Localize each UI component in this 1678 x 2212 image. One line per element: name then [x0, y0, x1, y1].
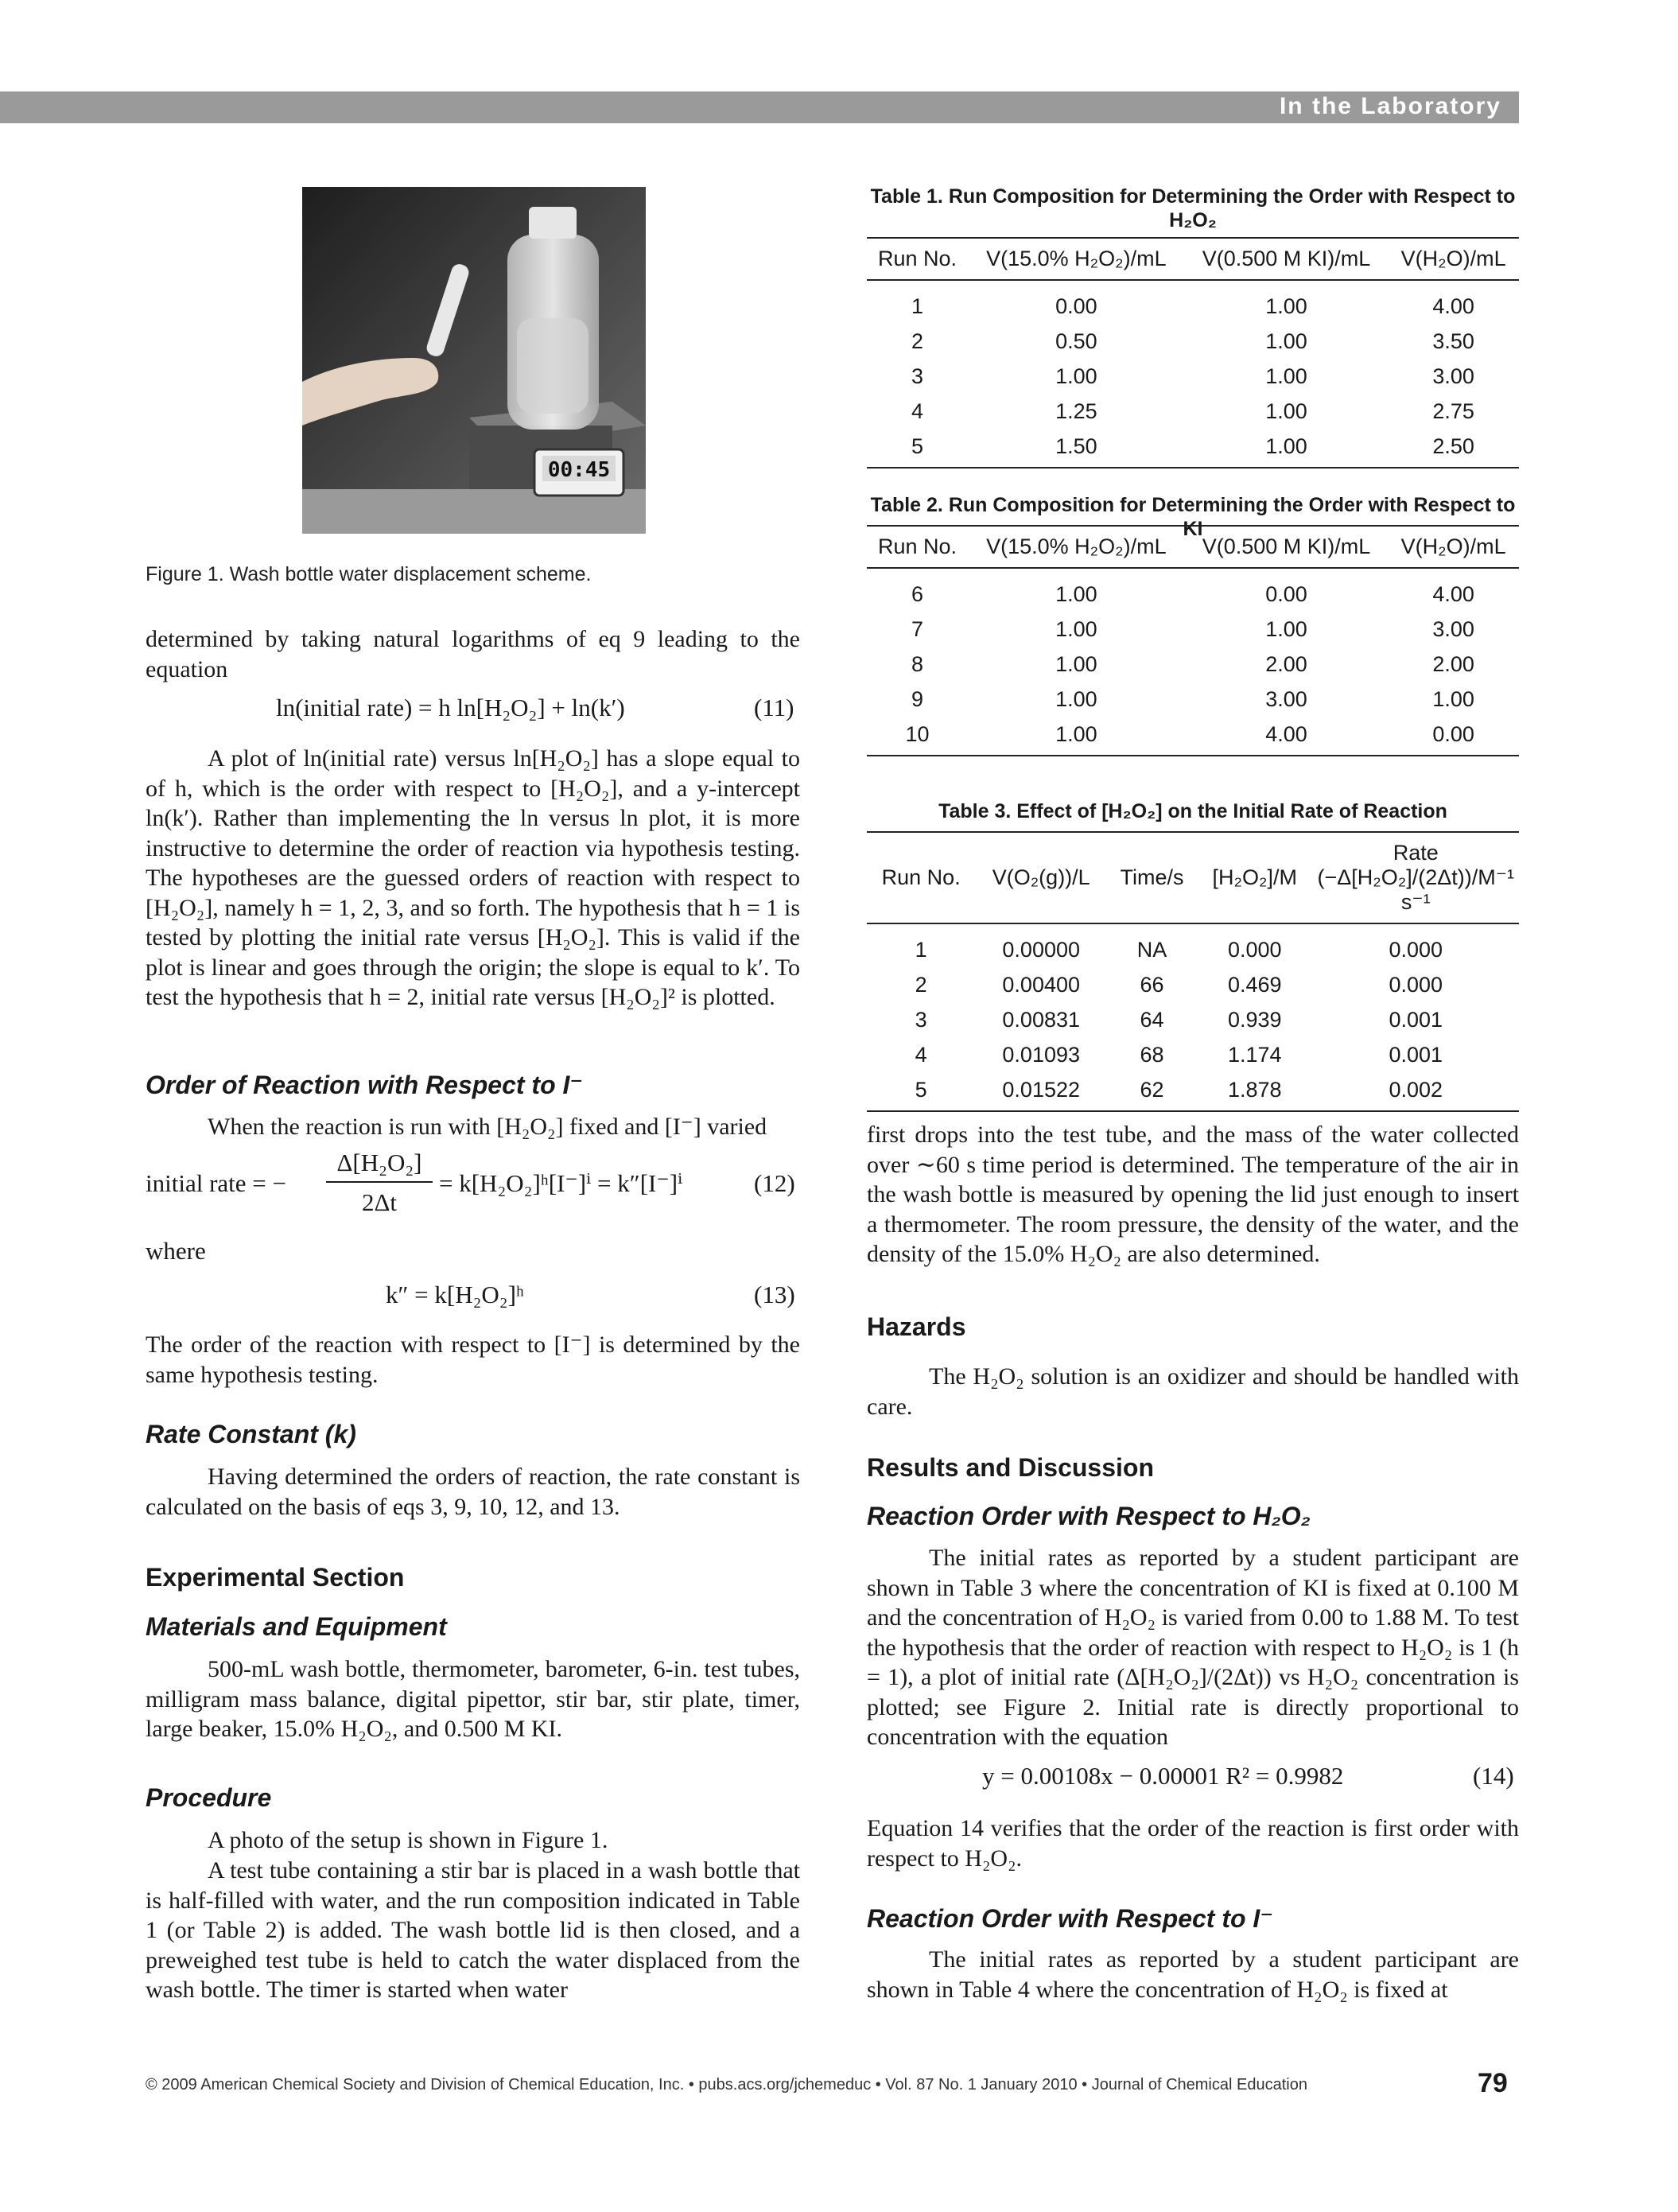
- right-paragraph-1: first drops into the test tube, and the mass of the water collected over ∼60 s time period is determined. The temperature of the air in the wash bottle is measured by opening the lid just enough to insert a thermometer. The room pressure, the density of the water, and the density of the 15.0% H₂O₂ are also determined.: [867, 1122, 1519, 1267]
- section-title: In the Laboratory: [1279, 93, 1501, 119]
- table-header: V(H₂O)/mL: [1388, 526, 1519, 568]
- table-header: Time/s: [1107, 832, 1197, 923]
- table-header: V(H₂O)/mL: [1388, 238, 1519, 280]
- table-row: 1 0.00000 NA 0.000 0.000: [915, 937, 1443, 962]
- heading-order-wrt-iodide: Order of Reaction with Respect to I⁻: [146, 1071, 584, 1099]
- table-header: V(15.0% H₂O₂)/mL: [968, 526, 1185, 568]
- left-paragraph-7: A photo of the setup is shown in Figure 1.: [208, 1827, 608, 1853]
- equation-12-number: (12): [754, 1169, 795, 1197]
- right-paragraph-2: The H₂O₂ solution is an oxidizer and should be handled with care.: [867, 1363, 1519, 1420]
- table-row: 2 0.50 1.00 3.50: [911, 328, 1474, 353]
- where-label: where: [146, 1237, 206, 1265]
- table-3-caption: Table 3. Effect of [H₂O₂] on the Initial Rate of Reaction: [938, 800, 1447, 822]
- table-row: 1 0.00 1.00 4.00: [911, 294, 1474, 318]
- table-row: 7 1.00 1.00 3.00: [911, 616, 1474, 641]
- table-2-caption: Table 2. Run Composition for Determining the Order with Respect to KI: [870, 494, 1516, 540]
- left-paragraph-8: A test tube containing a stir bar is placed in a wash bottle that is half-filled with water, and the run composition indicated in Table 1 (or Table 2) is added. The wash bottle lid is then closed, and a preweighed test tube is held to catch the water displaced from the wash bottle. The timer is started when water: [146, 1857, 800, 2003]
- table-1: [867, 237, 1519, 468]
- table-row: 3 0.00831 64 0.939 0.001: [915, 1007, 1443, 1032]
- table-row: 9 1.00 3.00 1.00: [911, 686, 1474, 711]
- table-row: 5 0.01522 62 1.878 0.002: [915, 1077, 1443, 1102]
- equation-12-denominator: 2Δt: [361, 1188, 398, 1216]
- left-paragraph-2: A plot of ln(initial rate) versus ln[H₂O₂] has a slope equal to of h, which is the order with respect to [H₂O₂], and a y-intercept ln(k′). Rather than implementing the ln versus ln plot, it is more instructive to determine the order of reaction via hypothesis testing. The hypotheses are the guessed orders of reaction with respect to [H₂O₂], namely h = 1, 2, 3, and so forth. The hypothesis that h = 1 is tested by plotting the initial rate versus [H₂O₂]. This is valid if the plot is linear and goes through the origin; the slope is equal to k′. To test the hypothesis that h = 2, initial rate versus [H₂O₂]² is plotted.: [146, 745, 800, 1010]
- timer-display: 00:45: [547, 458, 611, 482]
- table-header: V(0.500 M KI)/mL: [1185, 238, 1389, 280]
- right-paragraph-4: Equation 14 verifies that the order of the reaction is first order with respect to H₂O₂.: [867, 1815, 1519, 1872]
- table-header: Run No.: [867, 238, 968, 280]
- right-paragraph-3: The initial rates as reported by a student participant are shown in Table 3 where the concentration of KI is fixed at 0.100 M and the concentration of H₂O₂ is varied from 0.00 to 1.88 M. To test the hypothesis that the order of reaction with respect to H₂O₂ is 1 (h = 1), a plot of initial rate (Δ[H₂O₂]/(2Δt)) vs H₂O₂ concentration is plotted; see Figure 2. Initial rate is directly proportional to concentration with the equation: [867, 1545, 1519, 1750]
- table-row: 4 1.25 1.00 2.75: [911, 398, 1474, 423]
- equation-11: ln(initial rate) = h ln[H₂O₂] + ln(k′): [276, 694, 625, 721]
- equation-11-number: (11): [754, 694, 794, 721]
- footer-citation: © 2009 American Chemical Society and Division of Chemical Education, Inc. • pubs.acs.org/jchemeduc • Vol. 87 No. 1 January 2010 • Journal of Chemical Education: [146, 2076, 1307, 2093]
- equation-12-fraction-bar: [326, 1181, 433, 1183]
- equation-13: k″ = k[H₂O₂]ʰ: [386, 1281, 524, 1308]
- heading-experimental: Experimental Section: [146, 1563, 405, 1592]
- running-header-band: [0, 91, 1519, 123]
- left-paragraph-6: 500-mL wash bottle, thermometer, barometer, 6-in. test tubes, milligram mass balance, digital pipettor, stir bar, stir plate, timer, large beaker, 15.0% H₂O₂, and 0.500 M KI.: [146, 1656, 800, 1742]
- table-row: 6 1.00 0.00 4.00: [911, 581, 1474, 606]
- table-row: 3 1.00 1.00 3.00: [911, 363, 1474, 388]
- table-row: 4 0.01093 68 1.174 0.001: [915, 1042, 1443, 1067]
- table-1-caption: Table 1. Run Composition for Determining the Order with Respect to H₂O₂: [870, 185, 1516, 231]
- figure-1-photo: [302, 187, 646, 534]
- table-header: Run No.: [867, 832, 975, 923]
- equation-13-number: (13): [754, 1281, 795, 1308]
- heading-materials: Materials and Equipment: [146, 1612, 447, 1641]
- table-3: [867, 831, 1519, 1112]
- table-header: V(0.500 M KI)/mL: [1185, 526, 1389, 568]
- heading-procedure: Procedure: [146, 1783, 272, 1812]
- heading-hazards: Hazards: [867, 1312, 966, 1341]
- table-header: [H₂O₂]/M: [1197, 832, 1312, 923]
- heading-rate-constant: Rate Constant (k): [146, 1420, 356, 1448]
- left-paragraph-3: When the reaction is run with [H₂O₂] fixed and [I⁻] varied: [208, 1114, 767, 1140]
- left-paragraph-1: determined by taking natural logarithms of eq 9 leading to the equation: [146, 626, 800, 682]
- table-row: 10 1.00 4.00 0.00: [905, 721, 1474, 746]
- table-header: V(15.0% H₂O₂)/mL: [968, 238, 1185, 280]
- table-header: Run No.: [867, 526, 968, 568]
- left-paragraph-5: Having determined the orders of reaction, the rate constant is calculated on the basis of eqs 3, 9, 10, 12, and 13.: [146, 1464, 800, 1520]
- heading-order-wrt-h2o2: Reaction Order with Respect to H₂O₂: [867, 1502, 1311, 1530]
- left-paragraph-4: The order of the reaction with respect to [I⁻] is determined by the same hypothesis testing.: [146, 1331, 800, 1388]
- table-row: 8 1.00 2.00 2.00: [911, 651, 1474, 676]
- equation-12-numerator: Δ[H₂O₂]: [336, 1149, 422, 1176]
- equation-12-lhs: initial rate = −: [146, 1169, 286, 1197]
- equation-14-number: (14): [1473, 1762, 1514, 1790]
- equation-14: y = 0.00108x − 0.00001 R² = 0.9982: [982, 1762, 1344, 1790]
- heading-order-wrt-iodide-results: Reaction Order with Respect to I⁻: [867, 1904, 1274, 1933]
- page-number: 79: [1478, 2068, 1508, 2098]
- table-row: 5 1.50 1.00 2.50: [911, 433, 1474, 458]
- equation-12-rhs: = k[H₂O₂]ʰ[I⁻]ⁱ = k″[I⁻]ⁱ: [439, 1169, 683, 1197]
- table-header: V(O₂(g))/L: [975, 832, 1107, 923]
- table-2: [867, 525, 1519, 756]
- right-paragraph-5: The initial rates as reported by a student participant are shown in Table 4 where the concentration of H₂O₂ is fixed at: [867, 1946, 1519, 2003]
- figure-1-caption: Figure 1. Wash bottle water displacement scheme.: [146, 563, 592, 585]
- heading-results: Results and Discussion: [867, 1453, 1154, 1482]
- table-row: 2 0.00400 66 0.469 0.000: [915, 972, 1443, 997]
- table-header: Rate (−Δ[H₂O₂]/(2Δt))/M⁻¹ s⁻¹: [1312, 832, 1519, 923]
